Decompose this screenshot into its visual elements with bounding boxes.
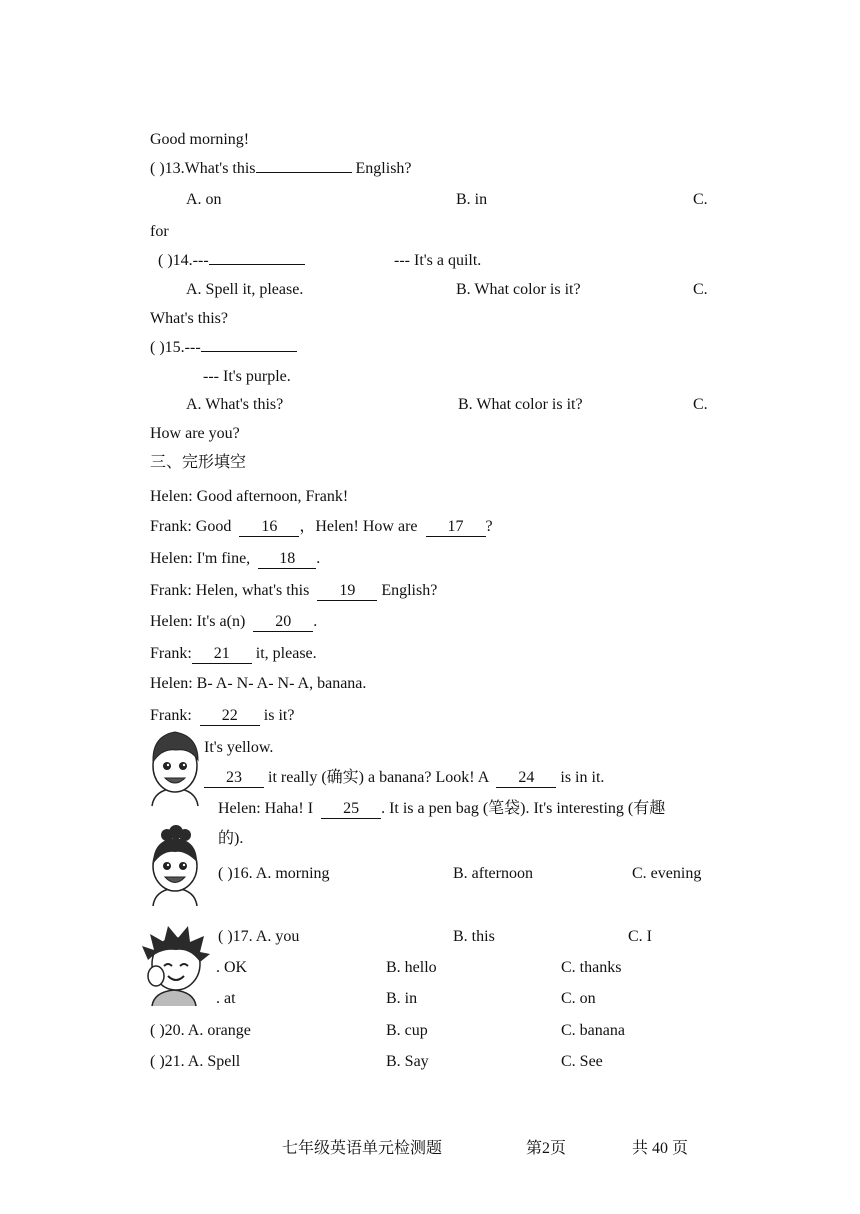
dialogue-line [150,644,317,664]
dialogue-text: ，Helen! How are [299,518,422,535]
dialogue-line: 的). [218,830,244,847]
footer-page-number: 第2页 [526,1140,567,1157]
option-17-b: B. this [453,928,495,945]
blank-23[interactable]: 23 [204,769,264,788]
dialogue-line [150,612,317,632]
answer-line: --- It's purple. [203,368,291,385]
option-18-a: . OK [212,959,248,976]
option-21-c: C. See [561,1053,603,1070]
dialogue-line [150,549,320,569]
dialogue-line [150,581,437,601]
option-a: A. Spell it, please. [186,281,304,298]
option-16-b: B. afternoon [453,865,533,882]
dialogue-text: Frank: Helen, what's this [150,582,314,599]
question-stem: 15.--- [164,339,201,356]
answer-line: --- It's a quilt. [394,252,482,269]
option-b: B. What color is it? [456,281,581,298]
dialogue-text: . It is a pen bag (笔袋). It's interesting (有趣 [381,800,666,817]
dialogue-line [218,799,665,819]
footer-title: 七年级英语单元检测题 [282,1140,443,1157]
section-title: 三、完形填空 [150,454,247,471]
option-c: C. [693,191,708,208]
answer-bracket: ( ) [150,339,165,356]
option-b: B. in [456,191,488,208]
answer-blank[interactable] [209,264,305,265]
blank-18[interactable]: 18 [258,550,316,569]
option-c-text: for [150,223,169,240]
option-19-b: B. in [386,990,418,1007]
blank-25[interactable]: 25 [321,800,381,819]
option-21-a: ( )21. A. Spell [150,1053,241,1070]
blank-20[interactable]: 20 [253,613,313,632]
option-17-a: ( )17. A. you [218,928,300,945]
option-c: C. [693,396,708,413]
option-a: A. What's this? [186,396,284,413]
question-14 [158,251,305,271]
girl-face-icon [145,822,205,908]
blank-24[interactable]: 24 [496,769,556,788]
option-18-b: B. hello [386,959,437,976]
dialogue-line [150,517,493,537]
blank-19[interactable]: 19 [317,582,377,601]
option-19-a: . at [212,990,236,1007]
laughing-boy-icon [138,922,214,1008]
question-stem: 13.What's this [164,160,256,177]
dialogue-line: Helen: Good afternoon, Frank! [150,488,349,505]
dialogue-text: . [316,550,321,567]
question-13 [150,159,412,179]
dialogue-text: Frank: [150,707,196,724]
option-c-text: What's this? [150,310,228,327]
option-20-c: C. banana [561,1022,625,1039]
option-c-text: How are you? [150,425,240,442]
option-17-c: C. I [628,928,652,945]
dialogue-text: . [313,613,318,630]
option-20-b: B. cup [386,1022,428,1039]
answer-blank[interactable] [256,172,352,173]
dialogue-text: Helen: I'm fine, [150,550,255,567]
option-18-c: C. thanks [561,959,622,976]
footer-total-pages: 共 40 页 [632,1140,689,1157]
dialogue-text: it, please. [251,645,317,662]
blank-17[interactable]: 17 [426,518,486,537]
option-a: A. on [186,191,222,208]
question-15 [150,338,297,358]
option-16-a: ( )16. A. morning [218,865,330,882]
option-b: B. What color is it? [458,396,583,413]
dialogue-text: Frank: Good [150,518,236,535]
dialogue-line [150,706,294,726]
dialogue-text: is it? [259,707,295,724]
answer-bracket: ( ) [150,160,165,177]
boy-face-icon [146,726,204,808]
question-stem-end: English? [351,160,412,177]
dialogue-text: ? [485,518,493,535]
dialogue-line: It's yellow. [204,739,274,756]
option-c: C. [693,281,708,298]
intro-text: Good morning! [150,131,250,148]
option-21-b: B. Say [386,1053,429,1070]
option-16-c: C. evening [632,865,702,882]
dialogue-text: English? [377,582,438,599]
blank-21[interactable]: 21 [192,645,252,664]
dialogue-text: Frank: [150,645,192,662]
option-20-a: ( )20. A. orange [150,1022,251,1039]
dialogue-text: Helen: It's a(n) [150,613,250,630]
blank-22[interactable]: 22 [200,707,260,726]
blank-16[interactable]: 16 [239,518,299,537]
answer-blank[interactable] [201,351,297,352]
dialogue-text: is in it. [556,769,605,786]
dialogue-line [204,768,604,788]
dialogue-line: Helen: B- A- N- A- N- A, banana. [150,675,367,692]
dialogue-text: Helen: Haha! I [218,800,318,817]
option-19-c: C. on [561,990,596,1007]
question-stem: 14.--- [172,252,209,269]
answer-bracket: ( ) [158,252,173,269]
dialogue-text: it really (确实) a banana? Look! A [264,769,493,786]
